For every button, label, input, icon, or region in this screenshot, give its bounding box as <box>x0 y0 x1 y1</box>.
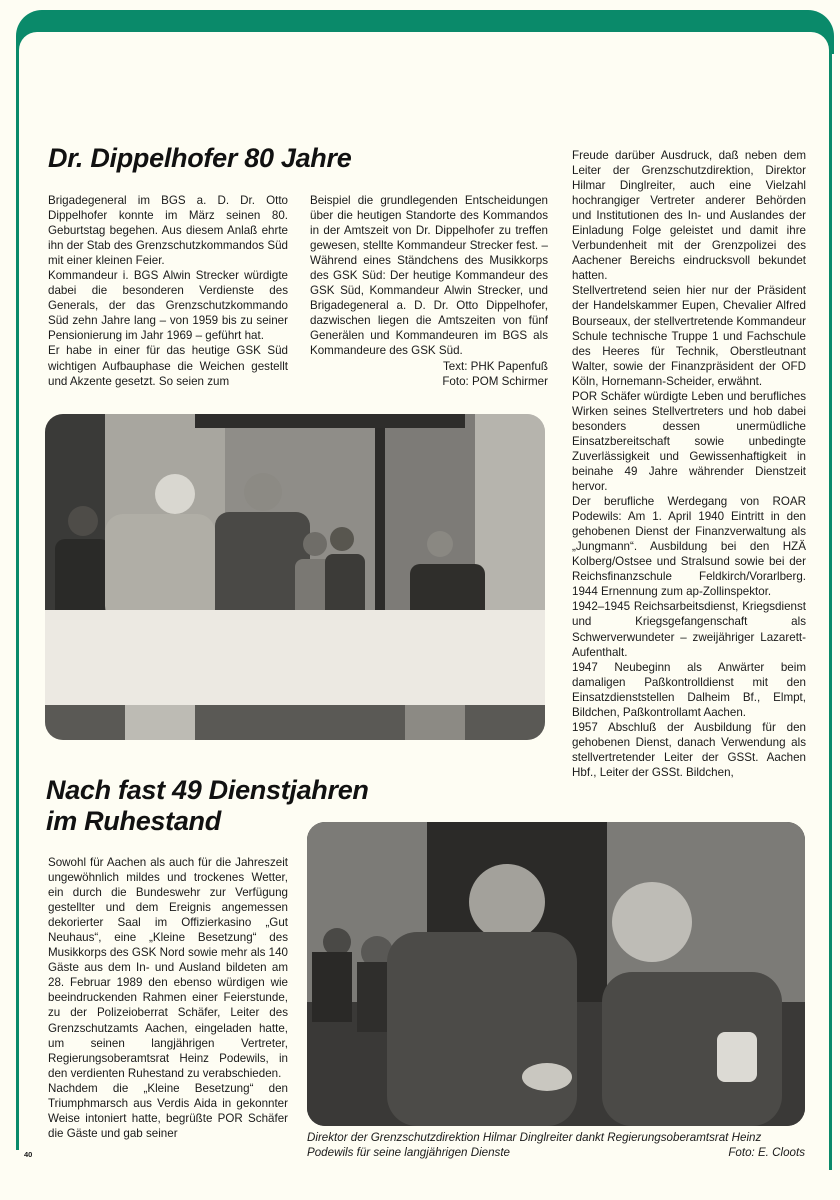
headline-line-2: im Ruhestand <box>46 806 221 836</box>
photo-caption <box>307 1130 805 1160</box>
article2-column-1 <box>48 855 288 1141</box>
handshake-photo <box>307 822 805 1126</box>
paragraph: Kommandeur i. BGS Alwin Strecker würdigte dabei die besonderen Verdienste des Generals, der das Grenzschutzkommando Süd zehn Jahre lang – von 1959 bis zu seiner Pensionierung im Jahr 1969 – geführt hat. <box>48 269 288 343</box>
photo-credit: Foto: POM Schirmer <box>442 374 548 388</box>
green-frame-left <box>16 40 19 1150</box>
frame-inner <box>19 32 829 72</box>
paragraph: POR Schäfer würdigte Leben und berufliches Wirken seines Stellvertreters und hob dabei besonders dessen unermüdliche Einsatzbereitschaft sowie unbedingte Zuverlässigkeit und Gewissenhaftigkeit in beinahe 49 Jahre währender Dienstzeit hervor. <box>572 389 806 494</box>
article1-headline: Dr. Dippelhofer 80 Jahre <box>48 143 352 173</box>
caption-line-1: Direktor der Grenzschutzdirektion Hilmar Dinglreiter dankt Regierungsoberamtsrat Heinz <box>307 1131 762 1144</box>
balcony-photo-image <box>45 414 545 740</box>
article1-column-2 <box>310 193 548 389</box>
paragraph: 1957 Abschluß der Ausbildung für den gehobenen Dienst, danach Verwendung als stellvertretender Leiter der GSSt. Aachen Hbf., Leiter der GSSt. Bildchen, <box>572 720 806 779</box>
paragraph: 1947 Neubeginn als Anwärter beim damaligen Paßkontrolldienst mit den Einsatzdienststellen Dalheim Bf., Elmpt, Bildchen, Paßkontrollamt Aachen. <box>572 660 806 719</box>
paragraph: 1942–1945 Reichsarbeitsdienst, Kriegsdienst und Kriegsgefangenschaft als Schwerverwundeter – zweijähriger Lazarett-Aufenthalt. <box>572 600 806 659</box>
article1-column-1 <box>48 193 288 389</box>
paragraph: Nachdem die „Kleine Besetzung“ den Triumphmarsch aus Verdis Aida in gekonnter Weise intoniert hatte, begrüßte POR Schäfer die Gäste und gab seiner <box>48 1081 288 1140</box>
page-number: 40 <box>24 1150 33 1159</box>
green-frame-right <box>829 40 832 1170</box>
caption-line-2: Podewils für seine langjährigen Dienste <box>307 1146 511 1159</box>
paragraph: Der berufliche Werdegang von ROAR Podewils: Am 1. April 1940 Eintritt in den gehobenen Dienst der Finanzverwaltung als „Jungmann“. Ausbildung bei den HZÄ Kolberg/Ostsee und Stralsund sowie bei der Reichsfinanzschule Feldkirch/Vorarlberg. 1944 Ernennung zum ap-Zollinspektor. <box>572 495 806 599</box>
headline-line-1: Nach fast 49 Dienstjahren <box>46 775 369 805</box>
paragraph: Er habe in einer für das heutige GSK Süd wichtigen Aufbauphase die Weichen gestellt und Akzente gesetzt. So seien zum <box>48 344 288 388</box>
paragraph: Brigadegeneral im BGS a. D. Dr. Otto Dippelhofer konnte im März seinen 80. Geburtstag begehen. Aus diesem Anlaß ehrte ihn der Stab des Grenzschutzkommandos Süd mit einer kleinen Feier. <box>48 194 288 268</box>
handshake-photo-image <box>307 822 805 1126</box>
article2-column-3 <box>572 148 806 780</box>
text-credit: Text: PHK Papenfuß <box>442 359 548 373</box>
paragraph: Sowohl für Aachen als auch für die Jahreszeit ungewöhnlich mildes und trockenes Wetter, ein durch die Bundeswehr zur Verfügung gestellter und dem Ereignis angemessen dekorierter Saal im Offizierkasino „Gut Neuhaus“, eine „Kleine Besetzung“ des Musikkorps des GSK Nord sowie mehr als 140 Gäste aus dem In- und Ausland bildeten am 28. Februar 1989 den ebenso würdigen wie beeindruckenden Rahmen einer Feierstunde, zu der Polizeioberrat Schäfer, Leiter des Grenzschutzamts Aachen, eingeladen hatte, um seinen langjährigen Vertreter, Regierungsoberamtsrat Heinz Podewils, in den verdienten Ruhestand zu verabschieden. <box>48 856 288 1080</box>
caption-photo-credit: Foto: E. Cloots <box>728 1146 805 1159</box>
paragraph: Beispiel die grundlegenden Entscheidungen über die heutigen Standorte des Kommandos in der Amtszeit von Dr. Dippelhofer zu treffen gewesen, stellte Kommandeur Strecker fest. – Während eines Ständchens des Musikkorps des GSK Süd: Der heutige Kommandeur des GSK Süd, Kommandeur Alwin Strecker, und Brigadegeneral a. D. Dr. Otto Dippelhofer, dazwischen liegen die Amtszeiten von fünf Generälen und Kommandeuren im BGS als Kommandeure des GSK Süd. <box>310 194 548 358</box>
paragraph: Stellvertretend seien hier nur der Präsident der Handelskammer Eupen, Chevalier Alfred Bourseaux, der stellvertretende Kommandeur Schule technische Truppe 1 und Fachschule des Heeres für Technik, Oberstleutnant Walter, sowie der Finanzpräsident der OFD Köln, Hornemann-Scheider, erwähnt. <box>572 284 806 388</box>
paragraph: Freude darüber Ausdruck, daß neben dem Leiter der Grenzschutzdirektion, Direktor Hilmar Dinglreiter, auch eine Vielzahl hochrangiger Vertreter anderer Behörden und Institutionen des In- und Auslandes der Einladung Folge geleistet und damit ihre Verbundenheit mit der Grenzpolizei des Aachener Bereichs eindrucksvoll bekundet hatten. <box>572 149 806 283</box>
balcony-photo <box>45 414 545 740</box>
